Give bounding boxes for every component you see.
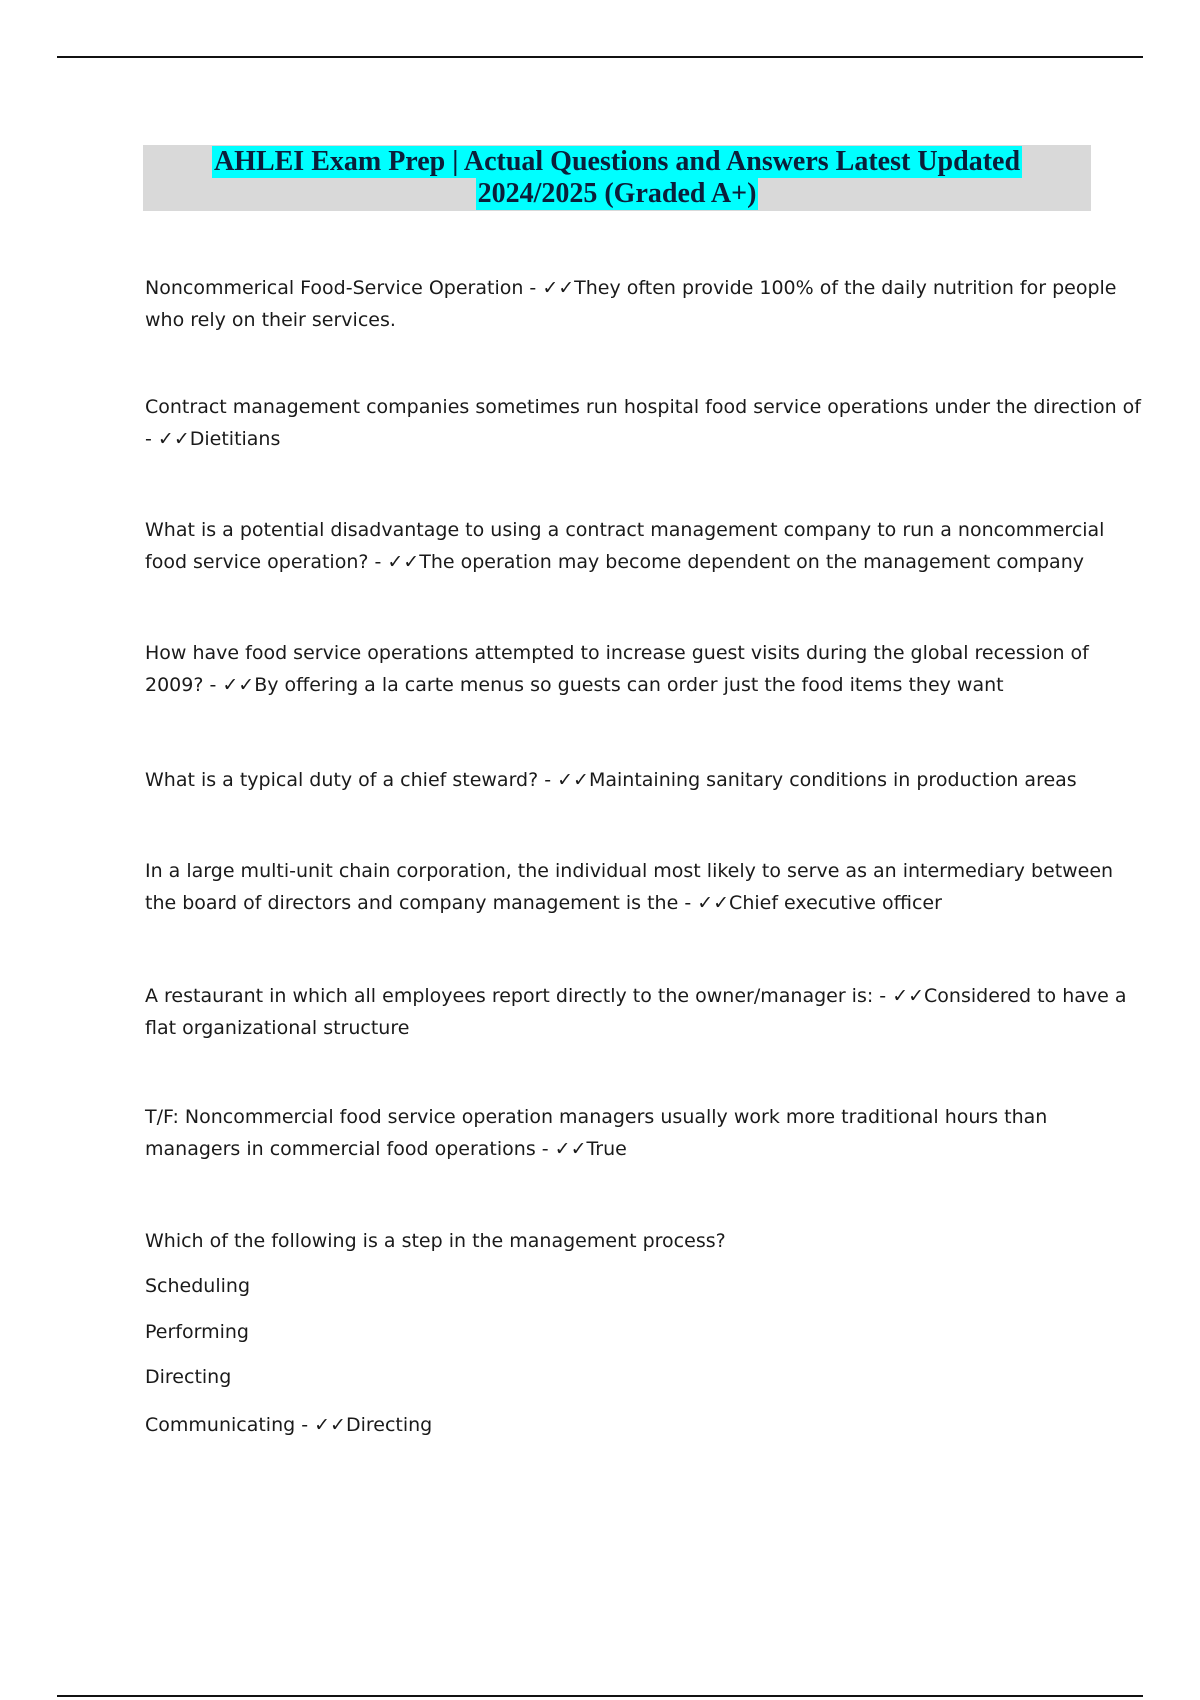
qa-line: - ✓✓Dietitians bbox=[145, 428, 281, 450]
qa-entry bbox=[145, 855, 1114, 919]
top-rule bbox=[57, 56, 1143, 58]
qa-option: Performing bbox=[145, 1321, 249, 1343]
qa-line: What is a typical duty of a chief steward? - ✓✓Maintaining sanitary conditions in production areas bbox=[145, 769, 1077, 791]
qa-answer-line: Communicating - ✓✓Directing bbox=[145, 1414, 433, 1436]
qa-line: In a large multi-unit chain corporation, the individual most likely to serve as an intermediary between bbox=[145, 860, 1114, 882]
document-title-block bbox=[143, 145, 1091, 211]
qa-entry bbox=[145, 272, 1117, 336]
qa-entry bbox=[145, 980, 1127, 1044]
qa-line: T/F: Noncommercial food service operation managers usually work more traditional hours than bbox=[145, 1106, 1048, 1128]
qa-line: 2009? - ✓✓By offering a la carte menus so guests can order just the food items they want bbox=[145, 674, 1004, 696]
qa-line: What is a potential disadvantage to using a contract management company to run a noncommercial bbox=[145, 519, 1105, 541]
qa-line: food service operation? - ✓✓The operation may become dependent on the management company bbox=[145, 551, 1084, 573]
qa-line: the board of directors and company management is the - ✓✓Chief executive officer bbox=[145, 892, 942, 914]
document-title-line-1: AHLEI Exam Prep | Actual Questions and Answers Latest Updated bbox=[213, 146, 1021, 177]
bottom-rule bbox=[57, 1695, 1143, 1697]
qa-line: managers in commercial food operations - ✓✓True bbox=[145, 1138, 627, 1160]
qa-line: flat organizational structure bbox=[145, 1017, 410, 1039]
qa-line: Noncommerical Food-Service Operation - ✓✓They often provide 100% of the daily nutrition for people bbox=[145, 277, 1117, 299]
qa-question: Which of the following is a step in the management process? bbox=[145, 1230, 726, 1252]
qa-line: who rely on their services. bbox=[145, 309, 396, 331]
qa-option: Directing bbox=[145, 1366, 232, 1388]
document-title-line-2: 2024/2025 (Graded A+) bbox=[477, 178, 757, 209]
qa-line: How have food service operations attempted to increase guest visits during the global recession of bbox=[145, 642, 1089, 664]
qa-entry bbox=[145, 637, 1090, 701]
qa-option: Scheduling bbox=[145, 1275, 251, 1297]
qa-entry bbox=[145, 391, 1141, 455]
qa-entry bbox=[145, 514, 1105, 578]
qa-entry bbox=[145, 1101, 1090, 1165]
qa-entry bbox=[145, 764, 1090, 796]
qa-line: Contract management companies sometimes run hospital food service operations under the direction of bbox=[145, 396, 1141, 418]
qa-line: A restaurant in which all employees report directly to the owner/manager is: - ✓✓Considered to have a bbox=[145, 985, 1127, 1007]
